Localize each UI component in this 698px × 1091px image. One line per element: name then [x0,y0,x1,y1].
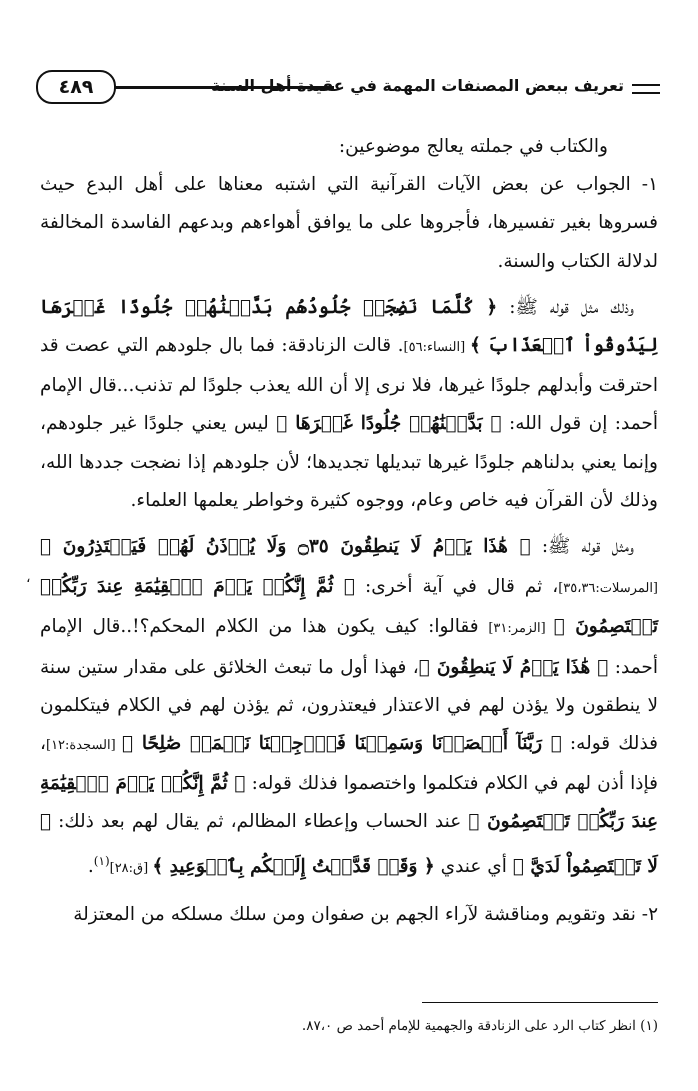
page-number: ٤٨٩ [36,70,116,104]
verse-reference: [المرسلات:٣٥،٣٦] [558,581,659,597]
verse-reference: [النساء:٥٦] [403,340,470,356]
quran-verse: ﴿ كُلَّمَا نَضِجَتۡ جُلُودُهُم بَدَّلۡنَٰهُمۡ جُلُودًا غَيۡرَهَا لِيَذُوقُواْ ٱلۡعَذَابَ ﴾ [40,296,659,357]
quran-verse: ﴿ بَدَّلۡنَٰهُمۡ جُلُودًا غَيۡرَهَا ﴾ [276,413,502,435]
text-segment: . قالت الزنادقة: فما بال جلودهم التي عصت قد احترقت وأبدلهم جلودًا غيرها، فلا نرى إلا أن الله يعذب جلودًا لم تذنب...قال الإمام أحمد: إن قول الله: [40,335,659,435]
verse-reference: [ق:٢٨] [109,860,153,876]
text-segment: ، فإذا أذن لهم في الكلام فتكلموا واختصموا فذلك قوله: [40,733,659,795]
quran-verse: ﴿ ثُمَّ إِنَّكُمۡ يَوۡمَ ٱلۡقِيَٰمَةِ عِندَ رَبِّكُمۡ تَخۡتَصِمُونَ ﴾ [40,576,659,638]
text-segment: . [87,855,94,877]
text-segment: أي عندي [434,855,513,877]
footnote: (١) انظر كتاب الرد على الزنادقة والجهمية للإمام أحمد ص ٨٧،٠. [301,1018,658,1034]
footnote-marker[interactable]: (١) [93,853,110,868]
text-segment: ومثل قوله ﷺ: [530,536,634,558]
point-one: ١- الجواب عن بعض الآيات القرآنية التي اشتبه معناها على أهل البدع حيث فسروها بغير تفسيرها، فأجروها على ما يوافق أهواءهم وبدعهم الفاسدة المخالفة لدلالة الكتاب والسنة. [40,174,658,272]
quran-verse: ﴿ ثُمَّ إِنَّكُمۡ يَوۡمَ ٱلۡقِيَٰمَةِ عِندَ رَبِّكُمۡ تَخۡتَصِمُونَ ﴾ [40,773,658,833]
text-segment: فقالوا: كيف يكون هذا من الكلام المحكم؟!..قال الإمام أحمد: [40,616,658,678]
quran-verse: ﴿ هَٰذَا يَوۡمُ لَا يَنطِقُونَ ﴾ [418,656,609,678]
header-title: تعريف ببعض المصنفات المهمة في عقيدة أهل السنة [211,76,624,95]
quran-verse: ﴿ وَقَدۡ قَدَّمۡتُ إِلَيۡكُم بِٱلۡوَعِيدِ ﴾ [152,855,435,877]
text-segment: عند الحساب وإعطاء المظالم، ثم يقال لهم بعد ذلك: [51,811,469,833]
verse-reference: [الزمر:٣١] [488,621,554,637]
paragraph-skin-verse [40,289,658,520]
footnote-rule [422,1002,658,1003]
quran-verse: ﴿ لَا تَخۡتَصِمُواْ لَدَيَّ ﴾ [40,811,658,877]
verse-reference: [السجدة:١٢] [45,738,123,754]
point-two: ٢- نقد وتقويم ومناقشة لآراء الجهم بن صفوان ومن سلك مسلكه من المعتزلة [73,904,658,926]
text-segment: وذلك مثل قوله ﷺ: [497,296,634,318]
quran-verse: ﴿ هَٰذَا يَوۡمُ لَا يَنطِقُونَ ۝٣٥ وَلَا يُؤۡذَنُ لَهُمۡ فَيَعۡتَذِرُونَ ﴾ [40,536,531,558]
margin-mark: ، [26,570,31,586]
text-segment: ليس يعني جلودًا غير جلودهم، وإنما يعني بدلناهم جلودًا غيرها تبديلها تجديدها؛ لأن جلودهم إذا نضجت جددها الله، وذلك لأن القرآن فيه خاص وعام، ووجوه كثيرة وخواطر يعلمها العلماء. [40,413,658,511]
header-rule [82,86,334,89]
text-segment: ، ثم قال في آية أخرى: [355,576,559,598]
header-ornament [632,84,660,94]
running-header [28,70,664,110]
text-segment: ، فهذا أول ما تبعث الخلائق على مقدار ستين سنة لا ينطقون ولا يؤذن لهم في الاعتذار فيعتذرون، ثم يؤذن لهم في الكلام فيتكلمون فذلك قوله: [40,656,658,755]
quran-verse: ﴿ رَبَّنَآ أَبۡصَرۡنَا وَسَمِعۡنَا فَٱرۡجِعۡنَا نَعۡمَلۡ صَٰلِحًا ﴾ [122,733,562,755]
intro-line: والكتاب في جملته يعالج موضوعين: [338,136,608,157]
paragraph-speech-verse [40,528,658,888]
body-text [40,128,658,934]
